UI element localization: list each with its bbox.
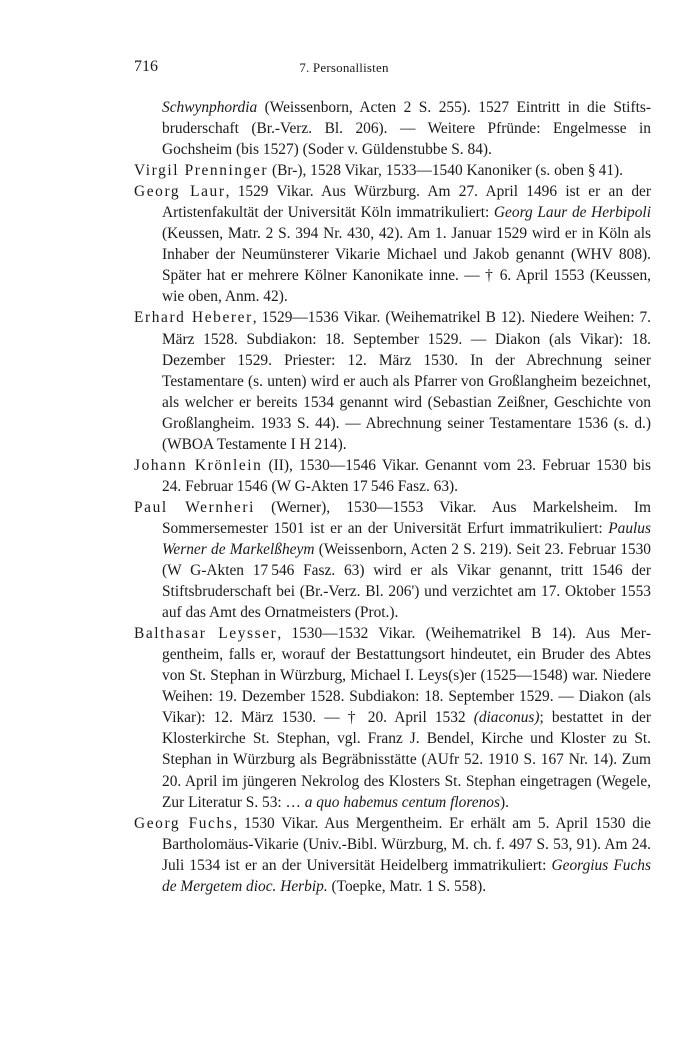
italic-quotation: Georgius Fuchs de Mergetem dioc. Herbip. (162, 856, 651, 895)
entry-text: (Br-), 1528 Vikar, 1533—1540 Kanoniker (s. oben § 41). (268, 162, 624, 180)
list-entry (134, 160, 651, 181)
entry-text: (Keussen, Matr. 2 S. 394 Nr. 430, 42). Am 1. Januar 1529 wird er in Köln als Inhaber der Neumünsterer Vikarie Michael und Jakob genannt (WHV 808). Später hat er mehrere Kölner Kanonikate inne. — † 6. April 1553 (Keussen, wie oben, Anm. 42). (162, 225, 651, 306)
entry-text: , 1529 Vikar. Aus Würzburg. Am 27. April 1496 ist er an der Artistenfakultät der Universität Köln immatrikuliert: (162, 183, 651, 222)
person-name: Balthasar Leysser (134, 625, 278, 643)
person-name: Erhard Heberer (134, 309, 253, 327)
person-name: Georg Laur (134, 183, 226, 201)
personnel-list (134, 97, 651, 897)
entry-text: (Weissenborn, Acten 2 S. 255). 1527 Eintritt in die Stiftsbruderschaft (Br.-Verz. Bl. 206). — Weitere Pfründe: Engelmesse in Gochsheim (bis 1527) (Soder v. Güldenstubbe S. 84). (162, 99, 651, 159)
italic-quotation: Paulus Werner de Markelßheym (162, 519, 651, 558)
italic-quotation: (diaconus) (473, 709, 540, 727)
list-entry (134, 497, 651, 623)
entry-text: (Werner), 1530—1553 Vikar. Aus Markelsheim. Im Sommersemester 1501 ist er an der Universität Erfurt immatrikuliert: (162, 498, 651, 537)
list-entry (134, 813, 651, 897)
list-entry (134, 623, 651, 812)
list-entry (134, 181, 651, 307)
entry-text: ; bestattet in der Klosterkirche St. Stephan, vgl. Franz J. Bendel, Kirche und Kloster zu St. Stephan in Würzburg als Begräbnisstätte (AUfr 52. 1910 S. 167 Nr. 14). Zum 20. April im jüngeren Nekrolog des Klosters St. Stephan eingetragen (Wegele, Zur Literatur S. 53: … (162, 709, 651, 811)
entry-text: , 1530 Vikar. Aus Mergentheim. Er erhält am 5. April 1530 die Bartholomäus-Vikarie (Univ.-Bibl. Würzburg, M. ch. f. 497 S. 53, 91). Am 24. Juli 1534 ist er an der Universität Heidelberg immatrikuliert: (162, 814, 651, 874)
list-entry (134, 307, 651, 454)
page-number: 716 (134, 58, 158, 75)
person-name: Georg Fuchs (134, 814, 234, 832)
italic-quotation: a quo habemus centum florenos (304, 793, 500, 811)
entry-text: (Weissenborn, Acten 2 S. 219). Seit 23. Februar 1530 (W G-Akten 17 546 Fasz. 63) wird er als Vikar genannt, tritt 1546 der Stiftsbruderschaft bei (Br.-Verz. Bl. 206') und verzichtet am 17. Oktober 1553 auf das Amt des Ornatmeisters (Prot.). (162, 540, 651, 622)
running-title: 7. Personallisten (299, 60, 389, 75)
person-name: Virgil Prenninger (134, 162, 269, 180)
entry-text: , 1529—1536 Vikar. (Weihematrikel B 12). Niedere Weihen: 7. März 1528. Subdiakon: 18. September 1529. — Diakon (als Vikar): 18. Dezember 1529. Priester: 12. März 1530. In der Abrechnung seiner Testamentare (s. unten) wird er auch als Pfarrer von Großlangheim bezeichnet, als welcher er bereits 1534 genannt wird (Sebastian Zeißner, Geschichte von Großlangheim. 1933 S. 44). — Abrechnung seiner Testamentare 1536 (s. d.) (WBOA Testamente I H 214). (162, 309, 651, 453)
list-entry (134, 455, 651, 497)
entry-text: ). (499, 793, 509, 811)
italic-quotation: Georg Laur de Herbipoli (493, 204, 651, 222)
entry-text: , 1530—1532 Vikar. (Weihematrikel B 14). Aus Mergentheim, falls er, worauf der Bestattungsort hindeutet, ein Bruder des Abtes von St. Stephan in Würzburg, Michael I. Leys(s)er (1525—1548) war. Niedere Weihen: 19. Dezember 1528. Subdiakon: 18. September 1529. — Diakon (als Vikar): 12. März 1530. — † 20. April 1532 (162, 625, 651, 727)
entry-text: (II), 1530—1546 Vikar. Genannt vom 23. Februar 1530 bis 24. Februar 1546 (W G-Akten 17 546 Fasz. 63). (162, 456, 651, 495)
page-header (134, 58, 554, 80)
entry-text: (Toepke, Matr. 1 S. 558). (327, 877, 487, 895)
person-name: Paul Wernheri (134, 498, 255, 516)
person-name: Johann Krönlein (134, 456, 263, 474)
list-entry (134, 97, 651, 160)
italic-quotation: Schwynphordia (162, 99, 258, 116)
